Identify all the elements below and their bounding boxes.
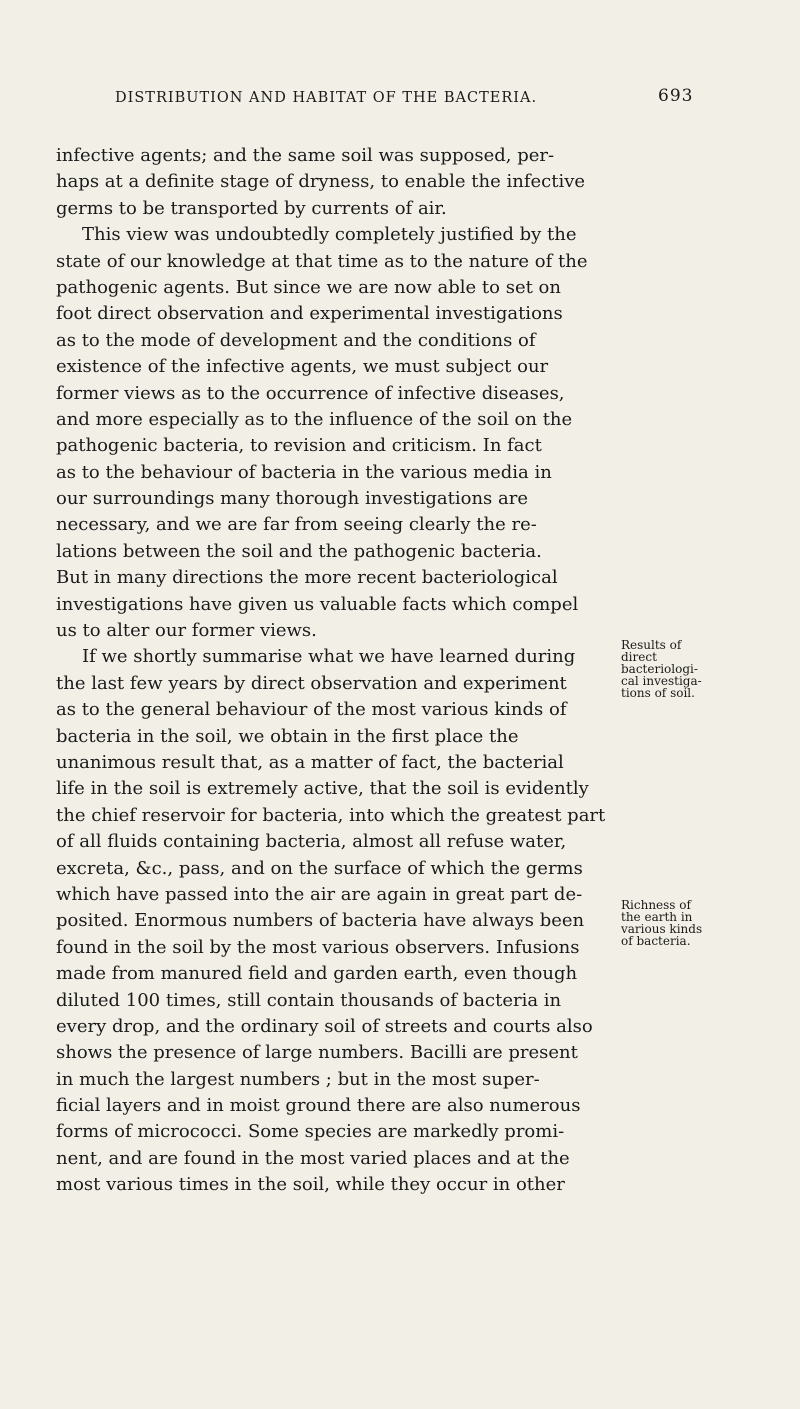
- text-line: and more especially as to the influence of the soil on the: [56, 408, 573, 430]
- text-line: haps at a definite stage of dryness, to enable the infective: [56, 171, 586, 193]
- sidenote-richness: [621, 899, 702, 947]
- paragraph-start: This view was undoubtedly completely justified by the: [82, 224, 577, 246]
- text-line: necessary, and we are far from seeing clearly the re-: [56, 514, 537, 536]
- sidenote-line: the earth in: [621, 910, 693, 924]
- running-head: DISTRIBUTION AND HABITAT OF THE BACTERIA.: [115, 90, 538, 106]
- text-line: found in the soil by the most various observers. Infusions: [56, 936, 580, 958]
- text-line: But in many directions the more recent bacteriological: [56, 567, 558, 589]
- text-line: the chief reservoir for bacteria, into which the greatest part: [56, 804, 606, 826]
- text-line: posited. Enormous numbers of bacteria have always been: [56, 910, 585, 932]
- sidenote-line: various kinds: [621, 922, 703, 936]
- text-line: ficial layers and in moist ground there are also numerous: [56, 1095, 581, 1117]
- text-line: most various times in the soil, while they occur in other: [56, 1174, 565, 1196]
- text-line: germs to be transported by currents of air.: [56, 197, 447, 219]
- text-line: of all fluids containing bacteria, almost all refuse water,: [56, 831, 567, 853]
- text-line: existence of the infective agents, we must subject our: [56, 356, 549, 378]
- text-line: pathogenic bacteria, to revision and criticism. In fact: [56, 435, 542, 457]
- text-line: every drop, and the ordinary soil of streets and courts also: [56, 1015, 593, 1037]
- text-line: foot direct observation and experimental investigations: [56, 303, 563, 325]
- sidenote-line: bacteriologi-: [621, 662, 698, 676]
- text-line: made from manured field and garden earth, even though: [56, 963, 578, 985]
- text-line: our surroundings many thorough investigations are: [56, 488, 529, 510]
- text-line: excreta, &c., pass, and on the surface of which the germs: [56, 857, 583, 879]
- text-line: shows the presence of large numbers. Bacilli are present: [56, 1042, 578, 1064]
- text-line: as to the general behaviour of the most various kinds of: [56, 699, 567, 721]
- text-line: us to alter our former views.: [56, 620, 317, 642]
- text-line: as to the behaviour of bacteria in the various media in: [56, 461, 552, 483]
- text-line: in much the largest numbers ; but in the most super-: [56, 1068, 540, 1090]
- page-number: 693: [658, 86, 694, 106]
- text-line: lations between the soil and the pathogenic bacteria.: [56, 540, 542, 562]
- sidenote-results: [621, 639, 702, 699]
- text-line: which have passed into the air are again in great part de-: [56, 883, 583, 905]
- text-line: the last few years by direct observation and experiment: [56, 672, 567, 694]
- text-line: forms of micrococci. Some species are markedly promi-: [56, 1121, 565, 1143]
- text-line: nent, and are found in the most varied places and at the: [56, 1147, 570, 1169]
- sidenote-line: direct: [621, 650, 657, 664]
- paragraph-start: If we shortly summarise what we have learned during: [82, 646, 576, 668]
- sidenote-line: Richness of: [621, 898, 691, 912]
- body-text: [56, 143, 676, 1199]
- text-line: diluted 100 times, still contain thousands of bacteria in: [56, 989, 562, 1011]
- text-line: as to the mode of development and the conditions of: [56, 329, 536, 351]
- sidenote-line: cal investiga-: [621, 674, 702, 688]
- text-line: investigations have given us valuable facts which compel: [56, 593, 579, 615]
- text-line: state of our knowledge at that time as to the nature of the: [56, 250, 588, 272]
- sidenote-line: of bacteria.: [621, 934, 691, 948]
- text-line: bacteria in the soil, we obtain in the first place the: [56, 725, 519, 747]
- sidenote-line: tions of soil.: [621, 686, 695, 700]
- text-line: life in the soil is extremely active, that the soil is evidently: [56, 778, 589, 800]
- text-line: unanimous result that, as a matter of fact, the bacterial: [56, 751, 564, 773]
- text-line: pathogenic agents. But since we are now able to set on: [56, 276, 561, 298]
- text-line: former views as to the occurrence of infective diseases,: [56, 382, 565, 404]
- text-line: infective agents; and the same soil was supposed, per-: [56, 145, 555, 166]
- sidenote-line: Results of: [621, 638, 682, 652]
